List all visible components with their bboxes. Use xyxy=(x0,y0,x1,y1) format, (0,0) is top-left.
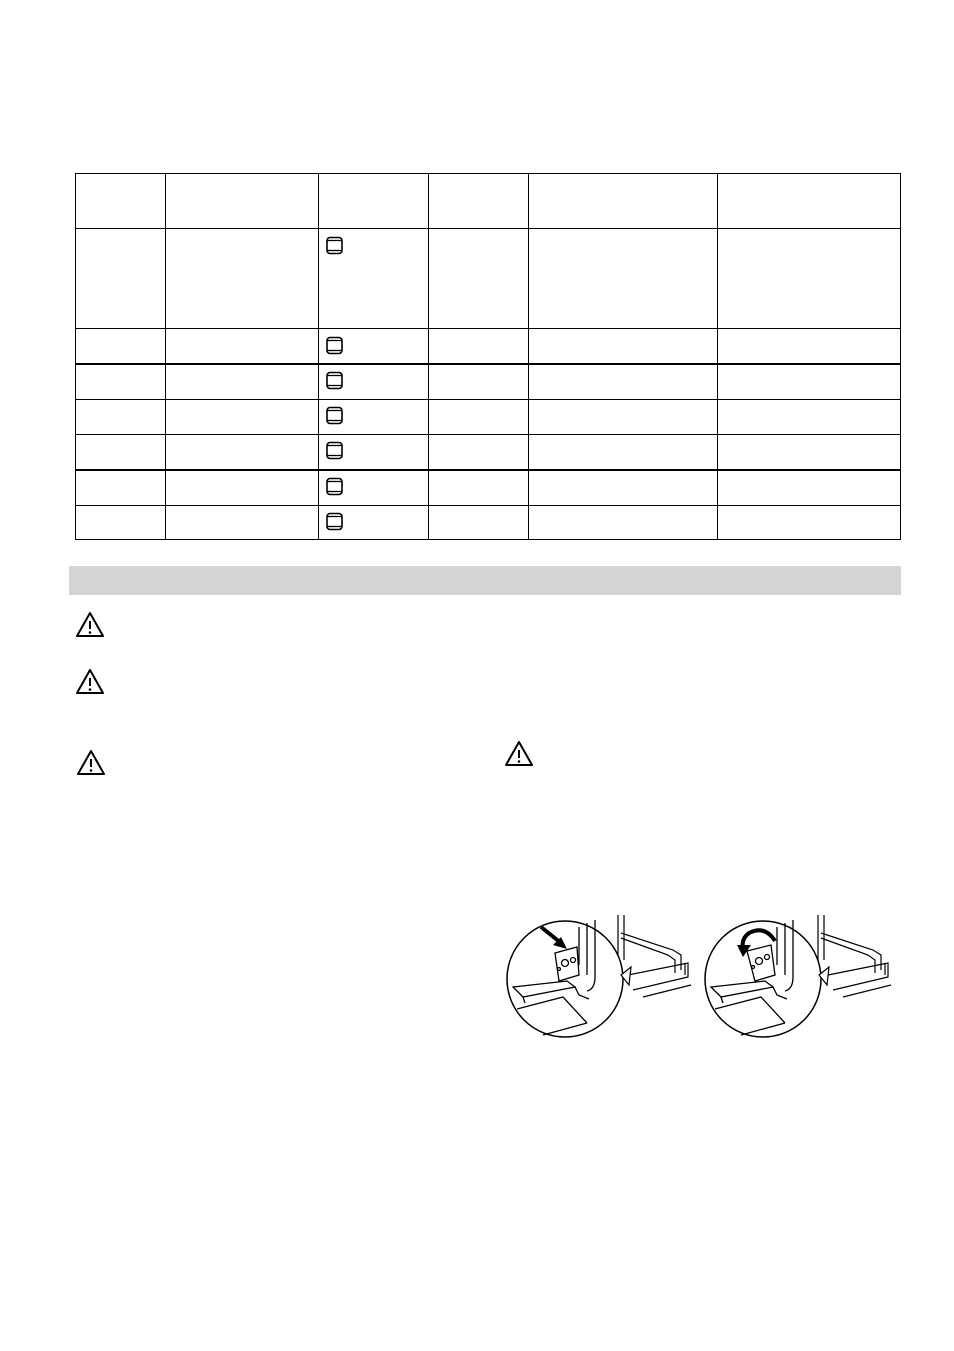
oven-settings-table xyxy=(75,173,901,540)
table-row-divider xyxy=(75,363,901,365)
oven-function-icon xyxy=(325,371,345,391)
table-column-divider xyxy=(428,173,429,540)
oven-function-icon xyxy=(325,441,345,461)
warning-triangle-icon xyxy=(504,740,534,767)
section-header-bar xyxy=(69,566,901,595)
warning-triangle-icon xyxy=(75,668,105,695)
warning-triangle-icon xyxy=(76,749,106,776)
oven-function-icon xyxy=(325,336,345,356)
table-column-divider xyxy=(165,173,166,540)
oven-function-icon xyxy=(325,477,345,497)
oven-function-icon xyxy=(325,406,345,426)
table-border-top xyxy=(75,173,901,174)
table-row-divider xyxy=(75,469,901,471)
warning-triangle-icon xyxy=(75,611,105,638)
table-column-divider xyxy=(717,173,718,540)
table-header-divider xyxy=(75,228,901,229)
table-column-divider xyxy=(528,173,529,540)
table-row-divider xyxy=(75,505,901,506)
oven-function-icon xyxy=(325,512,345,532)
oven-function-icon xyxy=(325,236,345,256)
door-hinge-rotate-illustration xyxy=(701,905,893,1040)
table-border-left xyxy=(75,173,76,540)
table-border-right xyxy=(900,173,901,540)
door-hinge-press-illustration xyxy=(503,905,693,1040)
table-column-divider xyxy=(318,173,319,540)
table-row-divider xyxy=(75,434,901,435)
table-border-bottom xyxy=(75,539,901,540)
table-row-divider xyxy=(75,399,901,400)
table-row-divider xyxy=(75,328,901,329)
